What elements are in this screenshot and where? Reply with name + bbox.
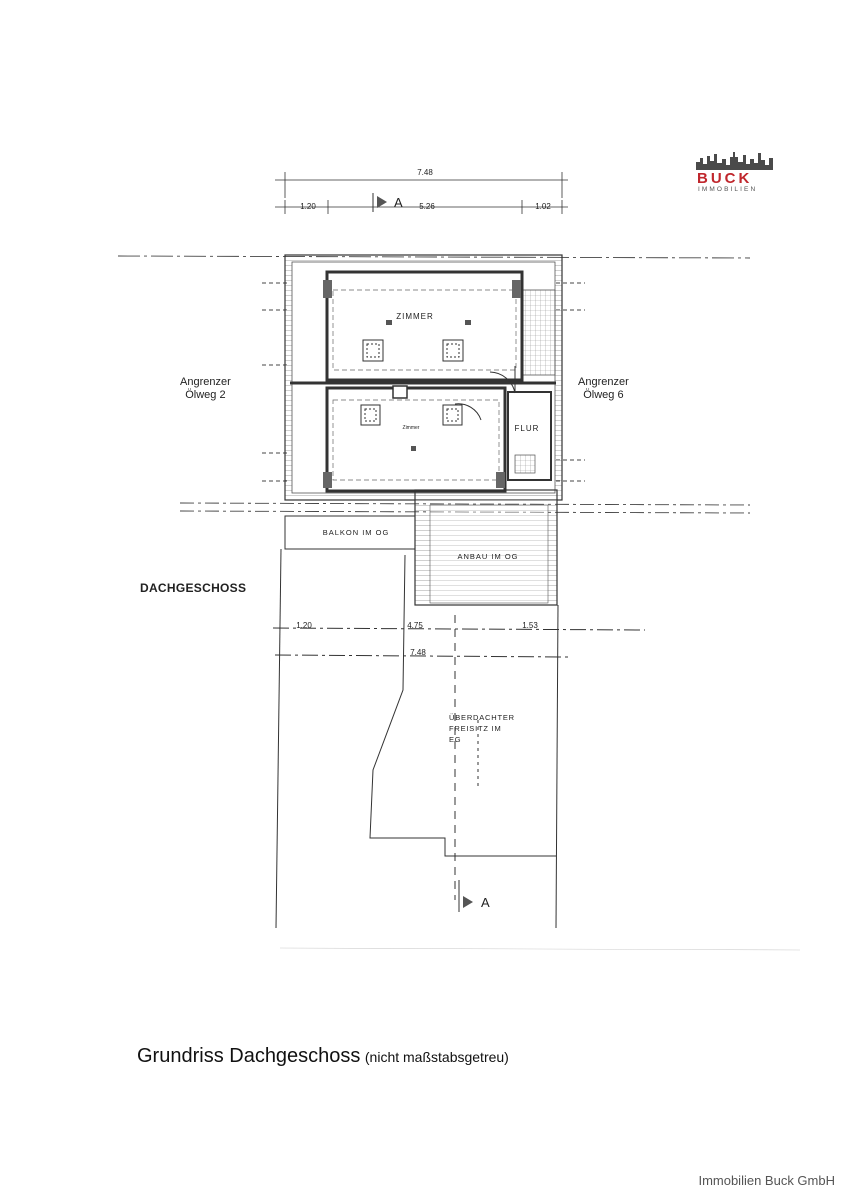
caption-note: (nicht maßstabsgetreu) <box>364 1049 509 1065</box>
section-label-top: A <box>394 195 403 210</box>
dim-bottom-left: 1.20 <box>296 621 312 630</box>
room-label-annex: Anbau im OG <box>457 552 519 561</box>
neighbor-right <box>578 376 629 402</box>
dim-top-total: 7.48 <box>417 168 433 177</box>
section-marker-bottom <box>459 880 473 912</box>
dim-bottom-right: 1.53 <box>522 621 538 630</box>
room-label-balcony: Balkon im OG <box>322 528 390 537</box>
skyline-icon <box>693 150 783 172</box>
section-marker-top <box>373 193 387 212</box>
logo-subtitle: IMMOBILIEN <box>698 186 758 193</box>
balcony-annex <box>285 490 557 605</box>
room-label-upper: Zimmer <box>396 312 434 321</box>
dim-bottom-total: 7.48 <box>410 648 426 657</box>
room-label-terrace-1: Überdachter <box>449 713 515 722</box>
neighbor-left-line2: Ölweg 2 <box>185 389 226 401</box>
neighbor-left <box>180 376 231 402</box>
caption <box>137 1045 509 1068</box>
dim-top-right: 1.02 <box>535 202 551 211</box>
company-logo <box>693 150 783 198</box>
building-shell <box>285 255 562 500</box>
caption-title: Grundriss Dachgeschoss <box>137 1045 361 1067</box>
neighbor-right-line1: Angrenzer <box>578 376 629 388</box>
neighbor-right-line2: Ölweg 6 <box>583 389 624 401</box>
section-label-bottom: A <box>481 895 490 910</box>
lower-outline <box>273 549 800 950</box>
dim-bottom-middle: 4.75 <box>407 621 423 630</box>
dim-top-left: 1.20 <box>300 202 316 211</box>
floor-label: DACHGESCHOSS <box>140 581 247 595</box>
room-label-terrace-3: EG <box>449 735 462 744</box>
logo-name: BUCK <box>697 170 753 187</box>
room-label-terrace-2: Freisitz im <box>449 724 502 733</box>
room-label-hall: Flur <box>514 424 540 433</box>
footer-company: Immobilien Buck GmbH <box>698 1173 835 1188</box>
room-label-lower: Zimmer <box>402 425 420 431</box>
neighbor-left-line1: Angrenzer <box>180 376 231 388</box>
dim-top-middle: 5.26 <box>419 202 435 211</box>
